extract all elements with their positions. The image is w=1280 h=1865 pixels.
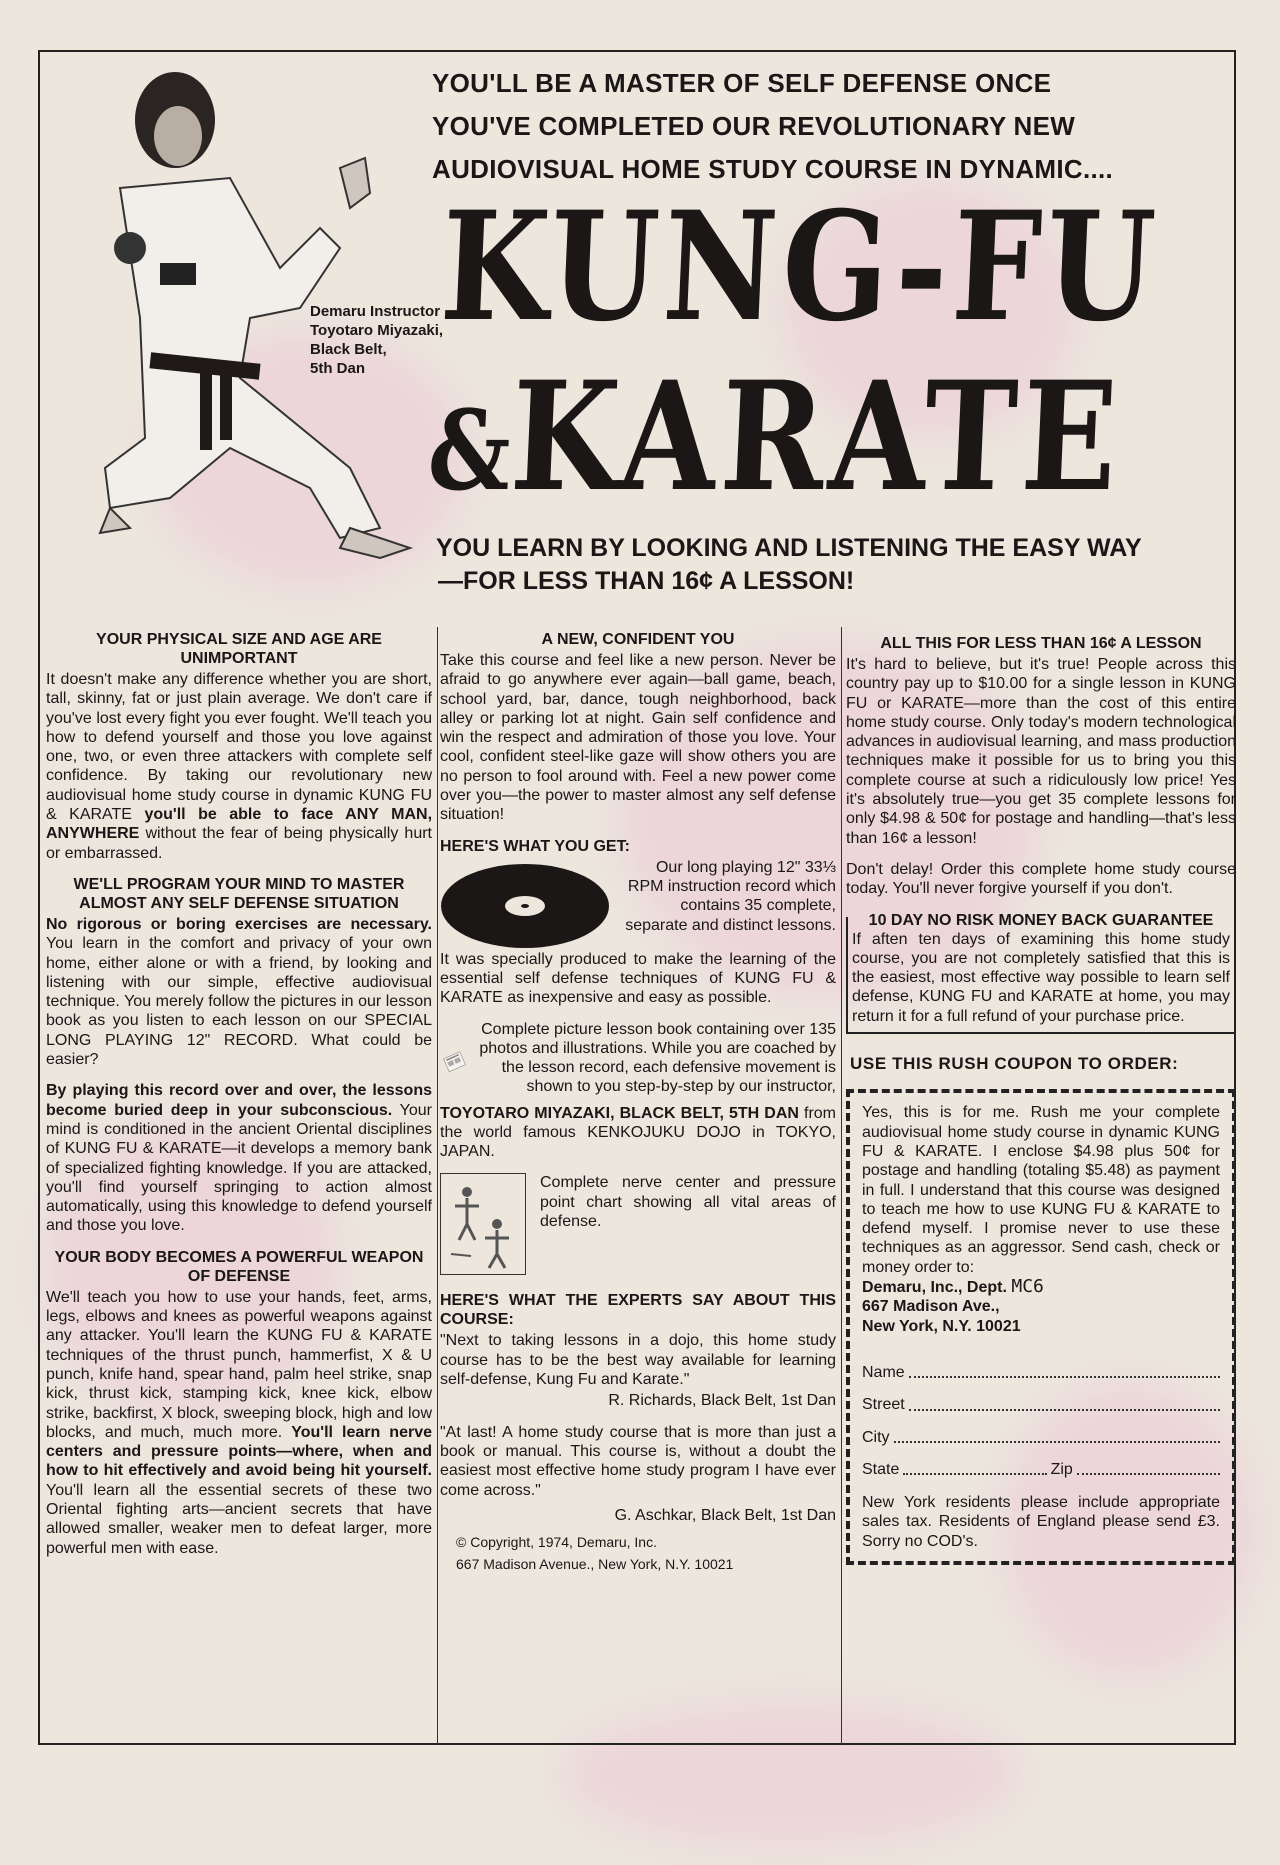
address-line: New York, N.Y. 10021 bbox=[862, 1317, 1021, 1335]
text: Your mind is conditioned in the ancient Oriental disciplines of KUNG FU & KARATE—it develops a memory bank of specialized fighting knowledge. If you are attacked, you'll find yourself springing to action almost automatically, using this knowledge to defend yourself and those you love. bbox=[46, 1101, 433, 1235]
field-label: Street bbox=[862, 1396, 905, 1414]
text-bold: No rigorous or boring exercises are necessary. bbox=[46, 915, 432, 933]
headline-line: YOU'LL BE A MASTER OF SELF DEFENSE ONCE bbox=[432, 68, 1052, 98]
section-heading: YOUR BODY BECOMES A POWERFUL WEAPON OF DEFENSE bbox=[54, 1248, 424, 1285]
column-right bbox=[846, 630, 1236, 1565]
chart-item bbox=[440, 1173, 836, 1275]
paragraph bbox=[440, 1104, 836, 1162]
book-description: Complete picture lesson book containing over 135 photos and illustrations. While you are coached by the lesson record, each defensive movement is shown to you step-by-step by our instructor, bbox=[479, 1020, 836, 1096]
testimonial-author: R. Richards, Black Belt, 1st Dan bbox=[608, 1392, 836, 1410]
paragraph: It was specially produced to make the learning of the essential self defense techniques of KUNG FU & KARATE as inexpensive and easy as possible. bbox=[440, 950, 836, 1007]
field-label: Name bbox=[862, 1363, 905, 1381]
column-left bbox=[46, 630, 432, 1570]
title-line: KARATE bbox=[507, 349, 1126, 525]
guarantee-box bbox=[846, 911, 1236, 1034]
text: It doesn't make any difference whether you are short, tall, skinny, fat or just plain average. We don't care if you've lost every fight you ever fought. We'll teach you how to defend yourself and those you love against one, two, or even three attackers with complete self confidence. By taking our revolutionary new audiovisual home study course in dynamic KUNG FU & KARATE bbox=[46, 671, 432, 824]
chart-description: Complete nerve center and pressure point chart showing all vital areas of defense. bbox=[540, 1174, 836, 1231]
subhead-line: —FOR LESS THAN 16¢ A LESSON! bbox=[438, 567, 855, 595]
section-heading: YOUR PHYSICAL SIZE AND AGE ARE UNIMPORTANT bbox=[96, 631, 382, 667]
section-heading: ALL THIS FOR LESS THAN 16¢ A LESSON bbox=[880, 635, 1202, 652]
text: We'll teach you how to use your hands, feet, arms, legs, elbows and knees as powerful weapons against any attacker. You'll learn the KUNG FU & KARATE techniques of the thrust punch, hammerfist, X & U punch, knife hand, spear hand, palm heel strike, snap kick, thrust kick, stamping kick, knee kick, elbow strike, backfirst, X block, sweeping block, high and low blocks, and much, much more. bbox=[46, 1288, 432, 1441]
address-line: 667 Madison Ave., bbox=[862, 1298, 1000, 1316]
record-item bbox=[440, 858, 836, 950]
text: without the fear of being physically hurt or embarrassed. bbox=[46, 825, 432, 862]
dept-code: MC6 bbox=[1011, 1276, 1044, 1298]
paragraph bbox=[46, 1081, 432, 1235]
city-input-line[interactable] bbox=[894, 1440, 1220, 1443]
text: You'll learn all the essential secrets of these two Oriental fighting arts—ancient secrets that have allowed smaller, weaker men to defeat larger, more powerful men with ease. bbox=[46, 1481, 432, 1557]
caption-line: Black Belt, bbox=[310, 341, 387, 358]
state-zip-field[interactable] bbox=[862, 1460, 1220, 1479]
paragraph bbox=[46, 670, 432, 863]
lesson-book-icon bbox=[440, 1020, 469, 1104]
city-field[interactable] bbox=[862, 1428, 1220, 1447]
subheadline bbox=[436, 532, 1236, 598]
section-heading: HERE'S WHAT THE EXPERTS SAY ABOUT THIS COURSE: bbox=[440, 1292, 836, 1329]
testimonial: "At last! A home study course that is more than just a book or manual. This course is, without a doubt the easiest most effective home study program I have ever come across." bbox=[440, 1423, 836, 1499]
tax-note: New York residents please include appropriate sales tax. Residents of England please send £3. Sorry no COD's. bbox=[862, 1494, 1220, 1550]
column-middle bbox=[440, 630, 836, 1575]
text-bold: you'll be able to face ANY MAN, ANYWHERE bbox=[46, 806, 433, 843]
headline-line: YOU'VE COMPLETED OUR REVOLUTIONARY NEW bbox=[432, 111, 1076, 141]
column-divider bbox=[437, 627, 438, 1745]
state-input-line[interactable] bbox=[903, 1472, 1046, 1475]
caption-line: Demaru Instructor bbox=[310, 303, 441, 320]
paragraph: Don't delay! Order this complete home study course today. You'll never forgive yourself if you don't. bbox=[846, 860, 1236, 898]
title-line: KUNG-FU bbox=[437, 179, 1164, 355]
lesson-book-item bbox=[440, 1020, 836, 1104]
section-heading: HERE'S WHAT YOU GET: bbox=[440, 837, 630, 855]
copyright: © Copyright, 1974, Demaru, Inc. bbox=[456, 1534, 657, 1551]
field-label: City bbox=[862, 1428, 890, 1446]
testimonial-author: G. Aschkar, Black Belt, 1st Dan bbox=[614, 1506, 836, 1524]
pressure-point-chart-icon bbox=[440, 1173, 526, 1275]
mailing-address bbox=[862, 1277, 1220, 1336]
subhead-line: YOU LEARN BY LOOKING AND LISTENING THE EASY WAY bbox=[436, 534, 1142, 562]
coupon-heading: USE THIS RUSH COUPON TO ORDER: bbox=[850, 1054, 1179, 1074]
vinyl-record-icon bbox=[440, 858, 610, 950]
headline-line: AUDIOVISUAL HOME STUDY COURSE IN DYNAMIC.... bbox=[432, 154, 1114, 184]
name-field[interactable] bbox=[862, 1363, 1220, 1382]
text-bold: You'll learn nerve centers and pressure points—where, when and how to hit effectively and avoid being hit yourself. bbox=[46, 1423, 432, 1480]
text-bold: By playing this record over and over, the lessons become buried deep in your subconscious. bbox=[46, 1082, 432, 1119]
company-address: 667 Madison Avenue., New York, N.Y. 10021 bbox=[456, 1556, 734, 1573]
order-coupon[interactable] bbox=[846, 1089, 1236, 1565]
record-description: Our long playing 12" 33⅓ RPM instruction record which contains 35 complete, separate and distinct lessons. bbox=[625, 858, 836, 934]
paragraph bbox=[46, 1288, 432, 1558]
coupon-text: Yes, this is for me. Rush me your complete audiovisual home study course in dynamic KUNG FU & KARATE. I enclose $4.98 plus 50¢ for postage and handling (totaling $5.48) as payment in full. I understand that this course was designed to teach me how to use KUNG FU & KARATE to defend myself. I promise never to use these techniques as an aggressor. Send cash, check or money order to: bbox=[862, 1104, 1220, 1276]
section-heading: WE'LL PROGRAM YOUR MIND TO MASTER ALMOST ANY SELF DEFENSE SITUATION bbox=[73, 875, 405, 912]
street-input-line[interactable] bbox=[909, 1408, 1220, 1411]
paragraph bbox=[46, 915, 432, 1069]
text: from the world famous KENKOJUKU DOJO in TOKYO, JAPAN. bbox=[440, 1104, 836, 1161]
paragraph: It's hard to believe, but it's true! People across this country pay up to $10.00 for a single lesson in KUNG FU or KARATE—more than the cost of this entire home study course. Only today's modern technological advances in audiovisual learning, and mass production techniques make it possible for us to bring you this complete course at such a ridiculously low price! Yes it's absolutely true—you get 35 complete lessons for only $4.98 & 50¢ for postage and handling—that's less than 16¢ a lesson! bbox=[846, 656, 1236, 847]
zip-input-line[interactable] bbox=[1077, 1472, 1220, 1475]
column-divider bbox=[841, 627, 842, 1745]
caption-line: Toyotaro Miyazaki, bbox=[310, 322, 444, 339]
field-label: State bbox=[862, 1460, 900, 1478]
kung-fu-karate-title bbox=[425, 179, 1164, 536]
caption-line: 5th Dan bbox=[310, 360, 366, 377]
name-input-line[interactable] bbox=[909, 1375, 1220, 1378]
advertisement bbox=[38, 50, 1236, 1745]
street-field[interactable] bbox=[862, 1395, 1220, 1414]
title-ampersand: & bbox=[425, 386, 514, 515]
testimonial: "Next to taking lessons in a dojo, this home study course has to be the best way available for learning self-defense, Kung Fu and Karate." bbox=[440, 1332, 836, 1389]
guarantee-text: If aften ten days of examining this home study course, you are not completely satisfied that this is the easiest, most effective way possible to learn self defense, KUNG FU and KARATE at home, you may return it for a full refund of your purchase price. bbox=[852, 930, 1230, 1025]
field-label: Zip bbox=[1050, 1460, 1073, 1478]
guarantee-heading: 10 DAY NO RISK MONEY BACK GUARANTEE bbox=[868, 911, 1214, 929]
text-bold: TOYOTARO MIYAZAKI, BLACK BELT, 5TH DAN bbox=[440, 1104, 799, 1122]
text: You learn in the comfort and privacy of your own home, either alone or with a friend, by looking and listening with our simple, effective audiovisual technique. You merely follow the pictures in our lesson book as you listen to each lesson on our SPECIAL LONG PLAYING 12" RECORD. What could be easier? bbox=[46, 935, 432, 1069]
address-line: Demaru, Inc., Dept. bbox=[862, 1279, 1007, 1297]
paragraph: Take this course and feel like a new person. Never be afraid to go anywhere ever again—ball game, beach, school yard, bar, dance, tough neighborhood, back alley or parking lot at night. Gain self confidence and win the respect and admiration of those you love. Your cool, confident steel-like gaze will show others you are no person to fool around with. Feel a new power come over you—the power to master almost any self defense situation! bbox=[440, 652, 836, 824]
section-heading: A NEW, CONFIDENT YOU bbox=[541, 631, 735, 648]
headline bbox=[432, 62, 1232, 191]
